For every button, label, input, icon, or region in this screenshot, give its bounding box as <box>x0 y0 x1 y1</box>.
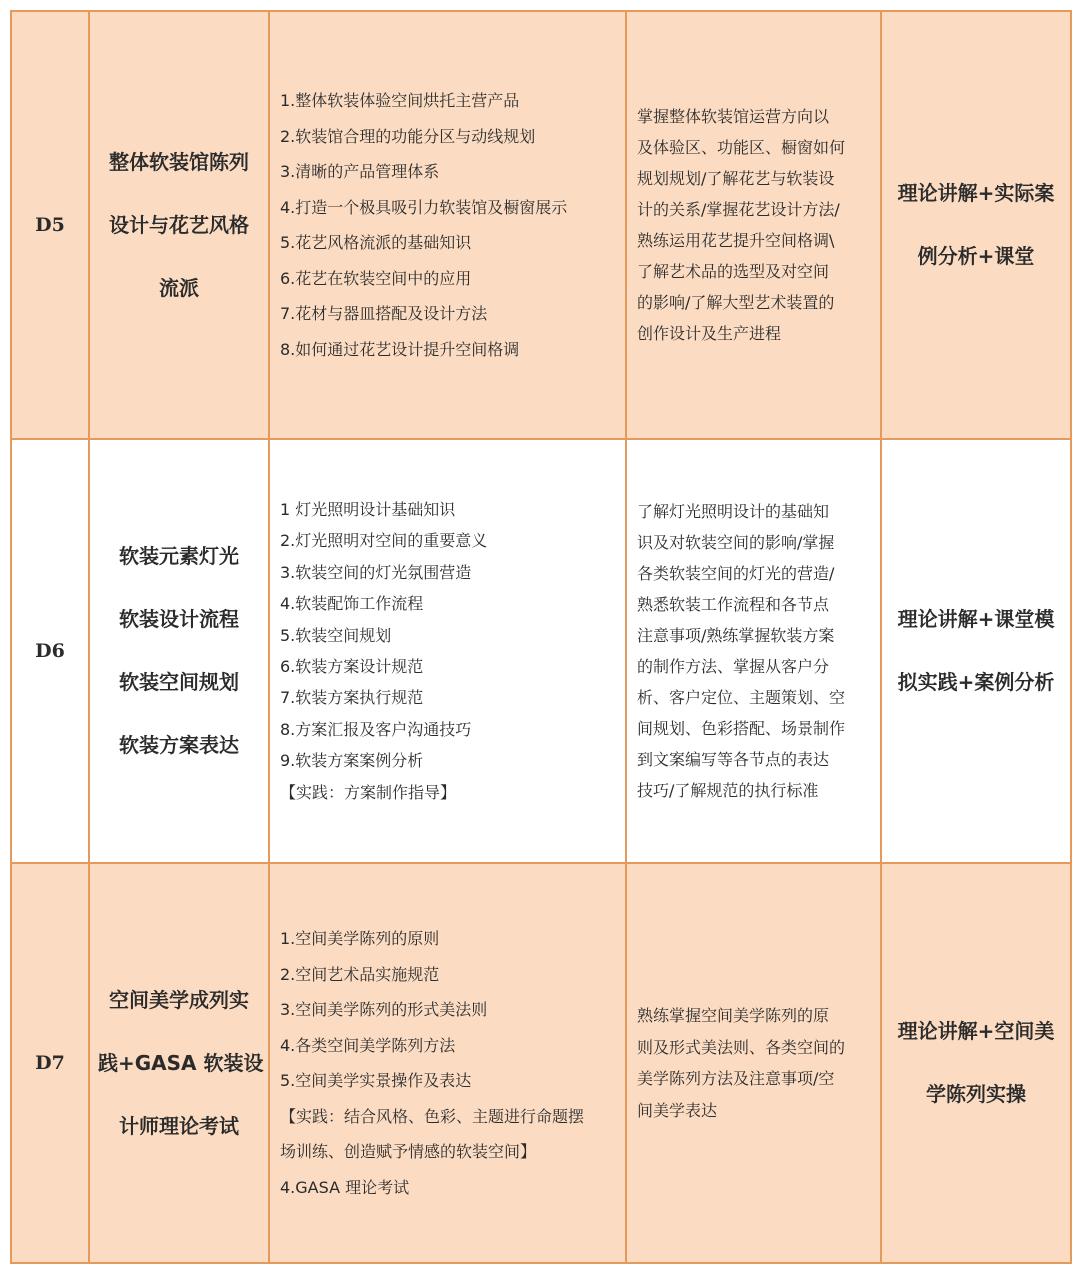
course-schedule <box>10 10 1070 1264</box>
goals-line: 熟练掌握空间美学陈列的原 <box>637 1006 830 1025</box>
goals-line: 计的关系/掌握花艺设计方法/ <box>637 200 840 219</box>
content-item: 8.如何通过花艺设计提升空间格调 <box>280 339 520 359</box>
goals-line: 注意事项/熟练掌握软装方案 <box>637 626 835 645</box>
goals-cell <box>626 863 881 1263</box>
goals-line: 规划规划/了解花艺与软装设 <box>637 169 835 188</box>
content-item: 1 灯光照明设计基础知识 <box>280 499 456 519</box>
content-item: 1.空间美学陈列的原则 <box>280 929 440 948</box>
goals-line: 析、客户定位、主题策划、空 <box>637 688 846 707</box>
topic-line: 流派 <box>159 275 199 300</box>
topic-line: 计师理论考试 <box>119 1113 239 1138</box>
content-item: 7.软装方案执行规范 <box>280 688 424 708</box>
day-label: D7 <box>35 1052 65 1074</box>
method-line: 理论讲解+空间美 <box>897 1019 1055 1043</box>
content-item: 【实践：方案制作指导】 <box>280 782 457 802</box>
goals-line: 了解灯光照明设计的基础知 <box>637 502 830 521</box>
topic-line: 空间美学成列实 <box>109 987 249 1012</box>
content-item: 2.空间艺术品实施规范 <box>280 964 440 984</box>
topic-line: 设计与花艺风格 <box>109 212 249 237</box>
content-item: 3.软装空间的灯光氛围营造 <box>280 562 472 582</box>
content-item: 3.空间美学陈列的形式美法则 <box>280 1000 488 1019</box>
content-item: 1.整体软装体验空间烘托主营产品 <box>280 91 520 110</box>
topic-line: 整体软装馆陈列 <box>109 149 249 174</box>
goals-line: 掌握整体软装馆运营方向以 <box>637 107 830 126</box>
topic-line: 软装方案表达 <box>119 733 239 757</box>
content-item: 3.清晰的产品管理体系 <box>280 162 440 181</box>
content-cell <box>269 439 626 863</box>
day-label: D5 <box>35 214 65 236</box>
topic-cell <box>89 439 269 863</box>
schedule-table <box>10 10 1072 1264</box>
topic-cell <box>89 863 269 1263</box>
day-label: D6 <box>35 640 65 662</box>
method-line: 例分析+课堂 <box>917 244 1035 268</box>
method-line: 拟实践+案例分析 <box>897 670 1055 694</box>
method-line: 理论讲解+实际案 <box>897 181 1055 205</box>
schedule-row-d6 <box>11 439 1071 863</box>
schedule-row-d7 <box>11 863 1071 1263</box>
content-item: 5.空间美学实景操作及表达 <box>280 1071 472 1090</box>
content-item: 4.各类空间美学陈列方法 <box>280 1035 456 1055</box>
method-line: 理论讲解+课堂模 <box>897 607 1055 631</box>
content-item: 6.软装方案设计规范 <box>280 657 424 676</box>
goals-line: 的影响/了解大型艺术装置的 <box>637 293 835 312</box>
method-cell <box>881 863 1071 1263</box>
content-item: 5.软装空间规划 <box>280 625 392 645</box>
topic-line: 软装空间规划 <box>119 670 239 694</box>
goals-line: 识及对软装空间的影响/掌握 <box>637 533 835 552</box>
goals-line: 美学陈列方法及注意事项/空 <box>637 1069 835 1088</box>
schedule-row-d5 <box>11 11 1071 439</box>
content-item: 4.软装配饰工作流程 <box>280 594 424 614</box>
goals-line: 到文案编写等各节点的表达 <box>637 750 830 769</box>
goals-line: 了解艺术品的选型及对空间 <box>637 262 830 281</box>
topic-cell <box>89 11 269 439</box>
goals-line: 熟练运用花艺提升空间格调\ <box>637 231 835 250</box>
content-item: 5.花艺风格流派的基础知识 <box>280 233 472 252</box>
method-cell <box>881 11 1071 439</box>
goals-line: 各类软装空间的灯光的营造/ <box>637 564 835 583</box>
goals-cell <box>626 439 881 863</box>
content-item: 6.花艺在软装空间中的应用 <box>280 268 472 288</box>
day-cell <box>11 11 89 439</box>
goals-line: 的制作方法、掌握从客户分 <box>637 657 830 676</box>
day-cell <box>11 863 89 1263</box>
method-line: 学陈列实操 <box>926 1082 1026 1106</box>
content-item: 2.灯光照明对空间的重要意义 <box>280 531 488 551</box>
goals-cell <box>626 11 881 439</box>
topic-line: 软装设计流程 <box>119 607 239 631</box>
content-cell <box>269 863 626 1263</box>
day-cell <box>11 439 89 863</box>
content-item: 9.软装方案案例分析 <box>280 751 424 771</box>
content-item: 8.方案汇报及客户沟通技巧 <box>280 719 472 739</box>
goals-line: 创作设计及生产进程 <box>637 324 782 343</box>
content-item: 7.花材与器皿搭配及设计方法 <box>280 304 488 323</box>
goals-line: 及体验区、功能区、橱窗如何 <box>637 138 846 157</box>
content-item: 2.软装馆合理的功能分区与动线规划 <box>280 126 536 146</box>
content-item: 4.打造一个极具吸引力软装馆及橱窗展示 <box>280 197 568 217</box>
goals-line: 技巧/了解规范的执行标准 <box>637 781 819 800</box>
content-cell <box>269 11 626 439</box>
goals-line: 则及形式美法则、各类空间的 <box>637 1037 846 1057</box>
goals-line: 间规划、色彩搭配、场景制作 <box>637 719 846 738</box>
content-item: 【实践：结合风格、色彩、主题进行命题摆 <box>280 1106 585 1126</box>
content-item: 4.GASA 理论考试 <box>280 1177 410 1197</box>
method-cell <box>881 439 1071 863</box>
content-item: 场训练、创造赋予情感的软装空间】 <box>280 1142 537 1161</box>
topic-line: 软装元素灯光 <box>119 544 239 568</box>
goals-line: 间美学表达 <box>637 1100 718 1120</box>
topic-line: 践+GASA 软装设 <box>98 1050 264 1075</box>
goals-line: 熟悉软装工作流程和各节点 <box>637 595 830 614</box>
